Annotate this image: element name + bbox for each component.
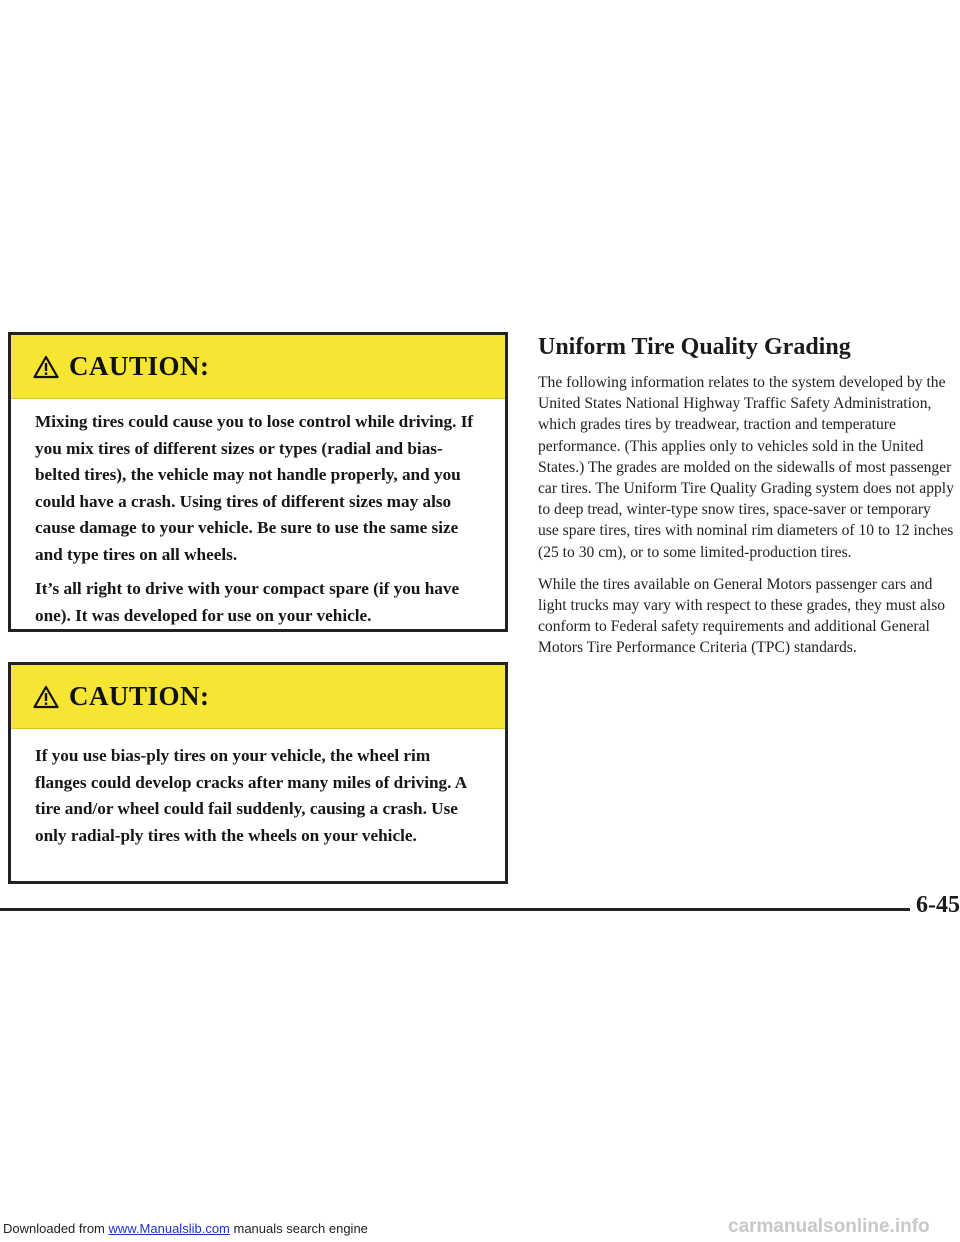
footer-rule xyxy=(0,908,910,911)
manualslib-link[interactable]: www.Manualslib.com xyxy=(108,1221,230,1236)
section-heading: Uniform Tire Quality Grading xyxy=(538,334,851,360)
caution-body xyxy=(11,729,505,849)
body-paragraph: The following information relates to the system developed by the United States National Highway Traffic Safety Administration, which grades tires by treadwear, traction and temperature performance. (This applies only to vehicles sold in the United States.) The grades are molded on the sidewalls of most passenger car tires. The Uniform Tire Quality Grading system does not apply to deep tread, winter-type snow tires, space-saver or temporary use spare tires, tires with nominal rim diameters of 10 to 12 inches (25 to 30 cm), or to some limited-production tires. xyxy=(538,374,954,561)
download-suffix: manuals search engine xyxy=(229,1221,368,1236)
caution-title: CAUTION: xyxy=(69,681,210,711)
caution-title: CAUTION: xyxy=(69,351,210,381)
caution-box-bias-ply xyxy=(8,662,508,884)
download-prefix: Downloaded from xyxy=(3,1221,109,1236)
body-paragraph: While the tires available on General Motors passenger cars and light trucks may vary with respect to these grades, they must also conform to Federal safety requirements and additional General Motors Tire Performance Criteria (TPC) standards. xyxy=(538,575,946,657)
caution-paragraph: If you use bias-ply tires on your vehicle, the wheel rim flanges could develop cracks after many miles of driving. A tire and/or wheel could fail suddenly, causing a crash. Use only radial-ply tires with the wheels on your vehicle. xyxy=(35,746,467,845)
warning-triangle-icon xyxy=(33,355,59,379)
caution-box-tire-mixing xyxy=(8,332,508,632)
caution-header xyxy=(11,665,505,729)
page-number: 6-45 xyxy=(916,892,960,918)
caution-paragraph: It’s all right to drive with your compact spare (if you have one). It was developed for use on your vehicle. xyxy=(35,579,460,625)
caution-body xyxy=(11,399,505,629)
warning-triangle-icon xyxy=(33,685,59,709)
download-banner xyxy=(3,1221,368,1236)
caution-paragraph: Mixing tires could cause you to lose control while driving. If you mix tires of different sizes or types (radial and bias-belted tires), the vehicle may not handle properly, and you could have a crash. Using tires of different sizes may also cause damage to your vehicle. Be sure to use the same size and type tires on all wheels. xyxy=(35,412,474,564)
caution-header xyxy=(11,335,505,399)
section-body xyxy=(538,372,954,670)
watermark: carmanualsonline.info xyxy=(728,1216,930,1237)
